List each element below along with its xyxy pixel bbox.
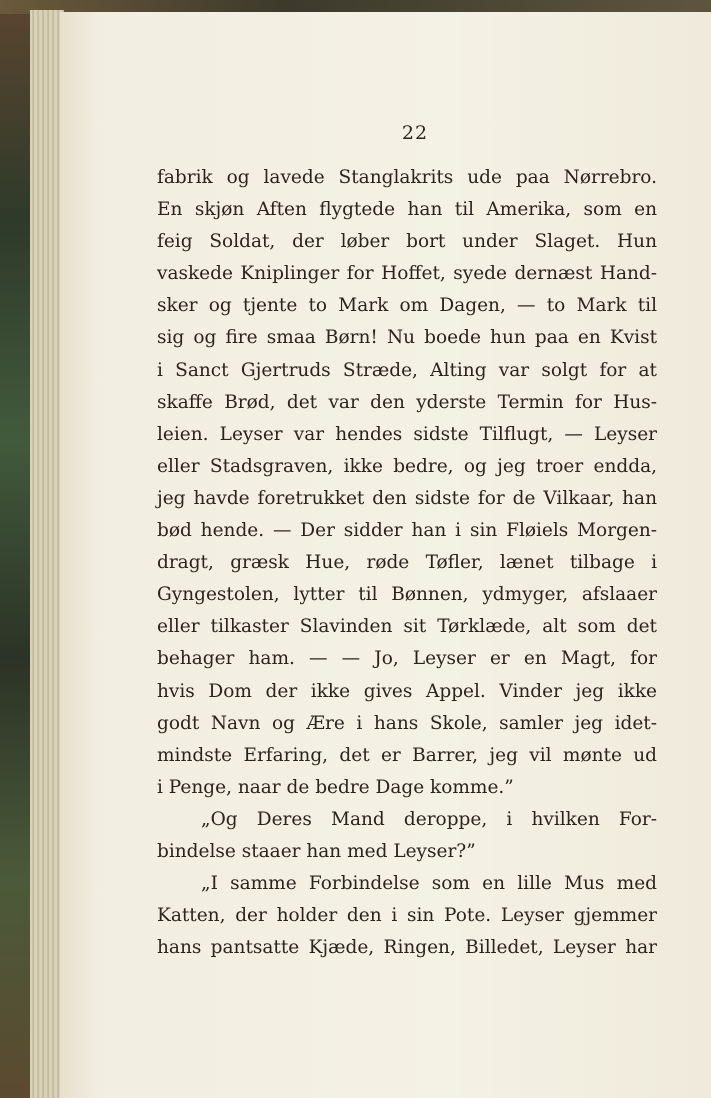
- text-line: eller Stadsgraven, ikke bedre, og jeg troer endda,: [157, 455, 657, 477]
- text-line: behager ham. — — Jo, Leyser er en Magt, for: [157, 648, 657, 670]
- text-line: En skjøn Aften flygtede han til Amerika, som en: [157, 199, 657, 221]
- text-line: Gyngestolen, lytter til Bønnen, ydmyger, afslaaer: [157, 584, 657, 606]
- text-line: dragt, græsk Hue, røde Tøfler, lænet tilbage i: [157, 552, 657, 574]
- text-line: sker og tjente to Mark om Dagen, — to Mark til: [157, 295, 657, 317]
- text-line: sig og fire smaa Børn! Nu boede hun paa en Kvist: [157, 327, 657, 349]
- text-line: jeg havde foretrukket den sidste for de Vilkaar, han: [157, 487, 657, 509]
- text-line: leien. Leyser var hendes sidste Tilflugt, — Leyser: [157, 423, 657, 445]
- text-line: Katten, der holder den i sin Pote. Leyser gjemmer: [157, 905, 657, 927]
- text-line: fabrik og lavede Stanglakrits ude paa Nørrebro.: [157, 167, 657, 188]
- text-line: bød hende. — Der sidder han i sin Fløiels Morgen-: [157, 520, 657, 542]
- text-line: i Sanct Gjertruds Stræde, Alting var solgt for at: [157, 359, 657, 381]
- text-line: i Penge, naar de bedre Dage komme.”: [157, 776, 514, 798]
- text-line: skaffe Brød, det var den yderste Termin for Hus-: [157, 391, 657, 413]
- text-line: bindelse staaer han med Leyser?”: [157, 840, 476, 862]
- page-edges: [30, 10, 64, 1098]
- text-line: godt Navn og Ære i hans Skole, samler jeg idet-: [157, 712, 657, 734]
- text-line: mindste Erfaring, det er Barrer, jeg vil mønte ud: [157, 744, 657, 766]
- text-line: vaskede Kniplinger for Hoffet, syede dernæst Hand-: [157, 263, 657, 285]
- text-line: „Og Deres Mand deroppe, i hvilken For-: [201, 808, 657, 830]
- text-line: feig Soldat, der løber bort under Slaget. Hun: [157, 231, 657, 253]
- text-line: eller tilkaster Slavinden sit Tørklæde, alt som det: [157, 616, 657, 638]
- text-line: hans pantsatte Kjæde, Ringen, Billedet, Leyser har: [157, 937, 657, 959]
- body-text: [157, 162, 657, 964]
- text-line: hvis Dom der ikke gives Appel. Vinder jeg ikke: [157, 680, 657, 702]
- page-number: 22: [401, 122, 429, 144]
- text-line: „I samme Forbindelse som en lille Mus med: [201, 873, 657, 895]
